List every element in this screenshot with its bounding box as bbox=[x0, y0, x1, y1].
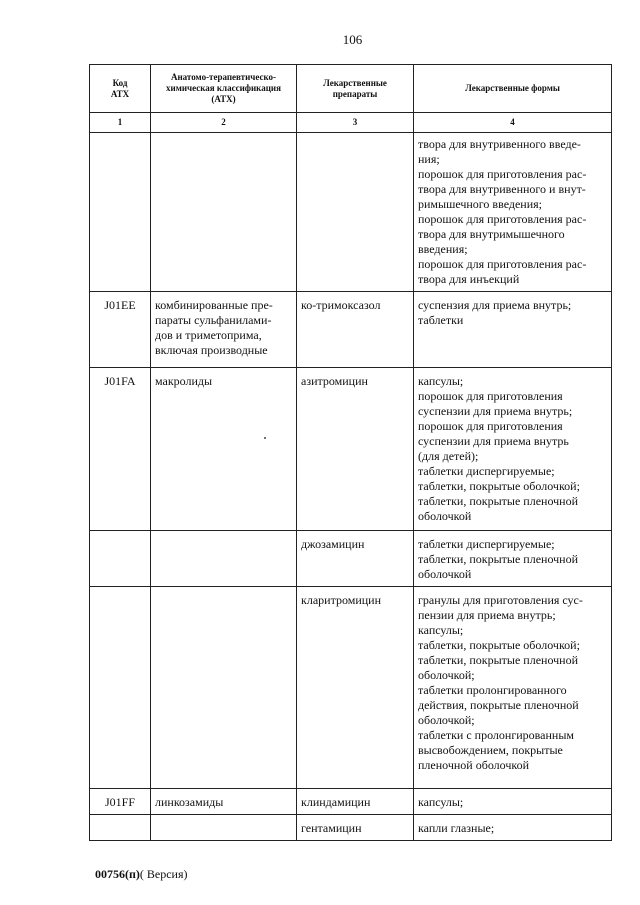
drug-cell bbox=[297, 531, 414, 587]
atx-classification bbox=[151, 133, 296, 143]
atx-code bbox=[90, 531, 150, 541]
code-cell bbox=[90, 531, 151, 587]
drug-name: кларитромицин bbox=[301, 593, 382, 607]
classification-cell bbox=[151, 789, 297, 815]
code-cell bbox=[90, 133, 151, 292]
column-number-row bbox=[90, 113, 612, 133]
atx-classification bbox=[151, 815, 296, 825]
drug-cell bbox=[297, 815, 414, 841]
drug-cell bbox=[297, 368, 414, 531]
classification-cell bbox=[151, 133, 297, 292]
forms-cell bbox=[414, 789, 612, 815]
atx-code: J01EE bbox=[104, 298, 136, 312]
forms-cell bbox=[414, 815, 612, 841]
page-number: 106 bbox=[342, 32, 363, 47]
dosage-forms: капсулы; порошок для приготовления суспензии для приема внутрь; порошок для приготовления суспензии для приема внутрь (для детей); таблетки диспергируемые; таблетки, покрытые оболочкой; таблетки, покрытые пленочной оболочкой bbox=[418, 374, 580, 523]
footer-document-code bbox=[95, 867, 188, 882]
column-number: 2 bbox=[151, 113, 297, 133]
column-number: 4 bbox=[414, 113, 612, 133]
table-header-row bbox=[90, 65, 612, 113]
header-dosage-forms: Лекарственные формы bbox=[414, 65, 612, 113]
header-drugs: Лекарственные препараты bbox=[297, 65, 414, 113]
atx-classification: комбинированные пре- параты сульфанилами- дов и триметоприма, включая производные bbox=[155, 298, 273, 357]
classification-cell bbox=[151, 531, 297, 587]
drug-cell bbox=[297, 133, 414, 292]
code-cell bbox=[90, 292, 151, 368]
drug-name bbox=[297, 133, 413, 143]
column-number: 1 bbox=[90, 113, 151, 133]
drug-cell bbox=[297, 292, 414, 368]
table-row bbox=[90, 531, 612, 587]
drug-name: ко-тримоксазол bbox=[301, 298, 381, 312]
classification-cell bbox=[151, 815, 297, 841]
drug-name: гентамицин bbox=[301, 821, 362, 835]
atx-code bbox=[90, 133, 150, 143]
drug-cell bbox=[297, 587, 414, 789]
scan-speck bbox=[264, 437, 266, 439]
dosage-forms: гранулы для приготовления сус- пензии для приема внутрь; капсулы; таблетки, покрытые оболочкой; таблетки, покрытые пленочной оболочкой; таблетки пролонгированного действия, покрытые пленочной оболочкой; таблетки с пролонгированным высвобождением, покрытые пленочной оболочкой bbox=[418, 593, 583, 772]
table-row bbox=[90, 292, 612, 368]
code-cell bbox=[90, 789, 151, 815]
column-number: 3 bbox=[297, 113, 414, 133]
header-atx-code: Код АТХ bbox=[90, 65, 151, 113]
code-cell bbox=[90, 368, 151, 531]
version-label: ( Версия) bbox=[139, 867, 188, 881]
atx-code: J01FF bbox=[104, 795, 136, 809]
table-row bbox=[90, 368, 612, 531]
table-row bbox=[90, 789, 612, 815]
drug-cell bbox=[297, 789, 414, 815]
code-cell bbox=[90, 587, 151, 789]
header-atx-classification: Анатомо-терапевтическо- химическая классификация (АТХ) bbox=[151, 65, 297, 113]
forms-cell bbox=[414, 292, 612, 368]
table-row bbox=[90, 815, 612, 841]
forms-cell bbox=[414, 133, 612, 292]
dosage-forms: таблетки диспергируемые; таблетки, покрытые пленочной оболочкой bbox=[418, 537, 579, 581]
atx-code: J01FA bbox=[104, 374, 136, 388]
dosage-forms: твора для внутривенного введе- ния; порошок для приготовления рас- твора для внутривенного и внут- римышечного введения; порошок для приготовления рас- твора для внутримышечного введения; порошок для приготовления рас- твора для инъекций bbox=[418, 137, 587, 286]
forms-cell bbox=[414, 587, 612, 789]
atx-drug-table bbox=[89, 64, 612, 841]
atx-classification bbox=[151, 587, 296, 597]
code-cell bbox=[90, 815, 151, 841]
drug-name: джозамицин bbox=[301, 537, 365, 551]
table-row bbox=[90, 587, 612, 789]
drug-name: азитромицин bbox=[301, 374, 368, 388]
dosage-forms: капли глазные; bbox=[418, 821, 495, 835]
drug-name: клиндамицин bbox=[301, 795, 371, 809]
atx-classification: макролиды bbox=[155, 374, 213, 388]
forms-cell bbox=[414, 368, 612, 531]
classification-cell bbox=[151, 292, 297, 368]
table-row bbox=[90, 133, 612, 292]
atx-code bbox=[90, 587, 150, 597]
dosage-forms: капсулы; bbox=[418, 795, 464, 809]
classification-cell bbox=[151, 368, 297, 531]
atx-classification: линкозамиды bbox=[155, 795, 224, 809]
forms-cell bbox=[414, 531, 612, 587]
atx-code bbox=[90, 815, 150, 825]
dosage-forms: суспензия для приема внутрь; таблетки bbox=[418, 298, 572, 327]
document-code: 00756(п) bbox=[95, 867, 140, 881]
atx-classification bbox=[151, 531, 296, 541]
classification-cell bbox=[151, 587, 297, 789]
